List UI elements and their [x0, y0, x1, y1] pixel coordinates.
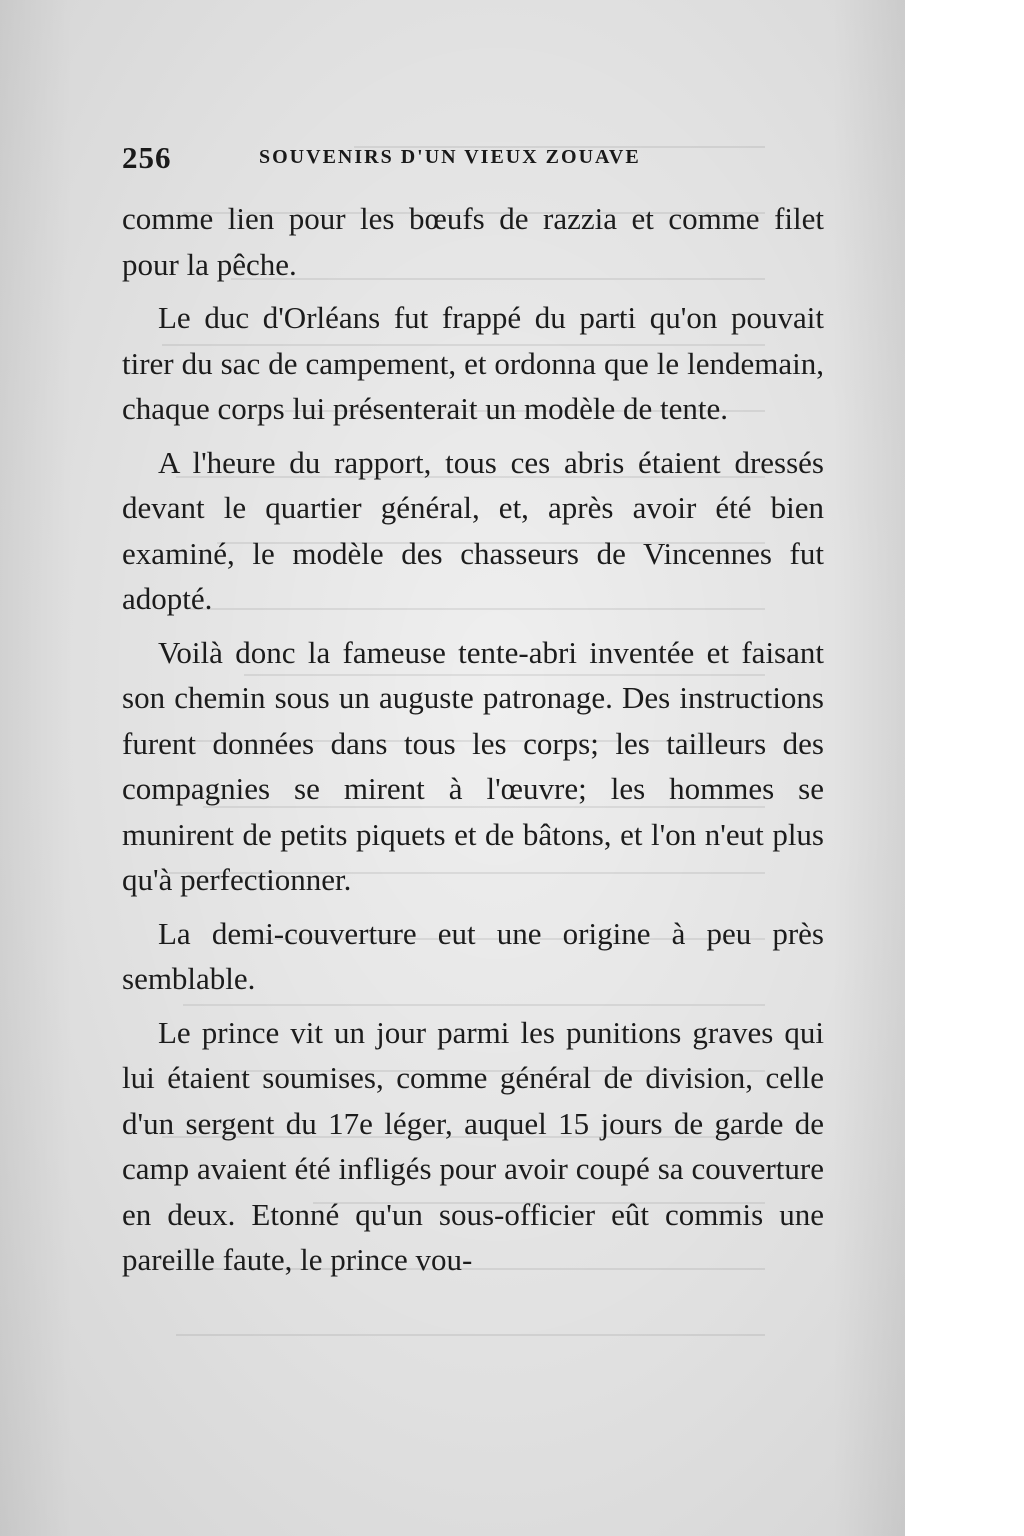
running-title: SOUVENIRS D'UN VIEUX ZOUAVE	[259, 146, 641, 168]
paragraph: La demi-couverture eut une origine à peu près semblable.	[122, 915, 824, 996]
paragraph: A l'heure du rapport, tous ces abris étaient dressés devant le quartier général, et, après avoir été bien examiné, le modèle des chasseurs de Vincennes fut adopté.	[122, 444, 824, 616]
running-head	[122, 140, 822, 180]
body-text	[122, 196, 824, 1291]
paragraph: Voilà donc la fameuse tente-abri inventée et faisant son chemin sous un auguste patronage. Des instructions furent données dans tous les corps; les tailleurs des compagnies se mirent à l'œuvre; les hommes se munirent de petits piquets et de bâtons, et l'on n'eut plus qu'à perfectionner.	[122, 634, 824, 897]
page-number: 256	[122, 140, 172, 175]
paragraph: comme lien pour les bœufs de razzia et comme filet pour la pêche.	[122, 201, 824, 282]
paragraph: Le prince vit un jour parmi les punitions graves qui lui étaient soumises, comme général de division, celle d'un sergent du 17e léger, auquel 15 jours de garde de camp avaient été infligés pour avoir coupé sa couverture en deux. Etonné qu'un sous-officier eût commis une pareille faute, le prince vou-	[122, 1014, 824, 1277]
paragraph: Le duc d'Orléans fut frappé du parti qu'on pouvait tirer du sac de campement, et ordonna que le lendemain, chaque corps lui présenterait un modèle de tente.	[122, 300, 824, 426]
